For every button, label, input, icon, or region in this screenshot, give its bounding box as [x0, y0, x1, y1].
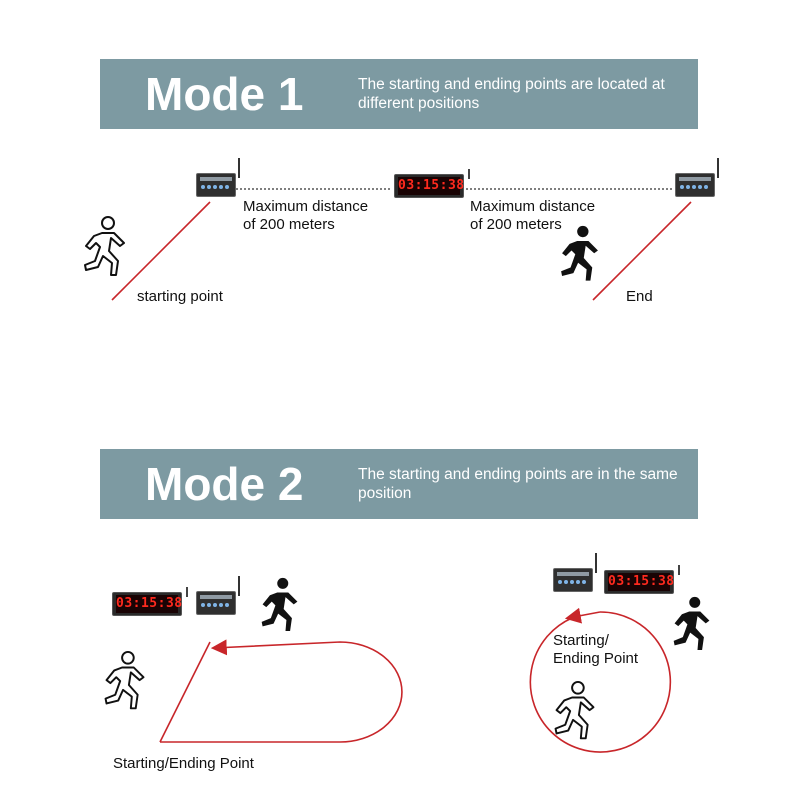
- mode2-clock-display-left: 03:15:38: [116, 596, 183, 611]
- mode2-track-label: Starting/Ending Point: [113, 755, 254, 772]
- mode1-distance-label-left: Maximum distance of 200 meters: [243, 198, 369, 233]
- runner-outline-icon: [550, 680, 600, 750]
- mode1-end-controller-icon: [675, 173, 715, 197]
- mode1-description: The starting and ending points are located at different positions: [358, 76, 665, 112]
- mode2-description: The starting and ending points are in the same position: [358, 466, 678, 502]
- mode2-title: Mode 2: [145, 458, 304, 510]
- runner-solid-icon: [257, 576, 303, 642]
- mode2-banner: [100, 449, 698, 519]
- mode1-end-label: End: [626, 288, 653, 305]
- mode1-start-controller-icon: [196, 173, 236, 197]
- mode2-clock-display-right: 03:15:38: [608, 574, 675, 589]
- mode2-led-clock-left-icon: [112, 592, 182, 616]
- mode1-clock-display: 03:15:38: [398, 178, 465, 193]
- runner-solid-icon: [668, 595, 716, 661]
- mode1-led-clock-icon: [394, 174, 464, 198]
- mode1-start-label: starting point: [137, 288, 223, 305]
- runner-solid-icon: [555, 224, 605, 292]
- mode2-led-clock-right-icon: [604, 570, 674, 594]
- mode2-track-start-line: [160, 642, 210, 742]
- mode2-controller-left-icon: [196, 591, 236, 615]
- mode2-track-loop: [160, 642, 402, 742]
- mode2-circle-label: Starting/ Ending Point: [553, 632, 639, 667]
- mode1-distance-label-right: Maximum distance of 200 meters: [470, 198, 596, 233]
- runner-outline-icon: [80, 215, 130, 287]
- mode2-circle-arrow: [568, 612, 600, 618]
- mode2-controller-right-icon: [553, 568, 593, 592]
- mode1-end-line: [593, 202, 691, 300]
- mode1-title: Mode 1: [145, 68, 304, 120]
- runner-outline-icon: [100, 650, 150, 720]
